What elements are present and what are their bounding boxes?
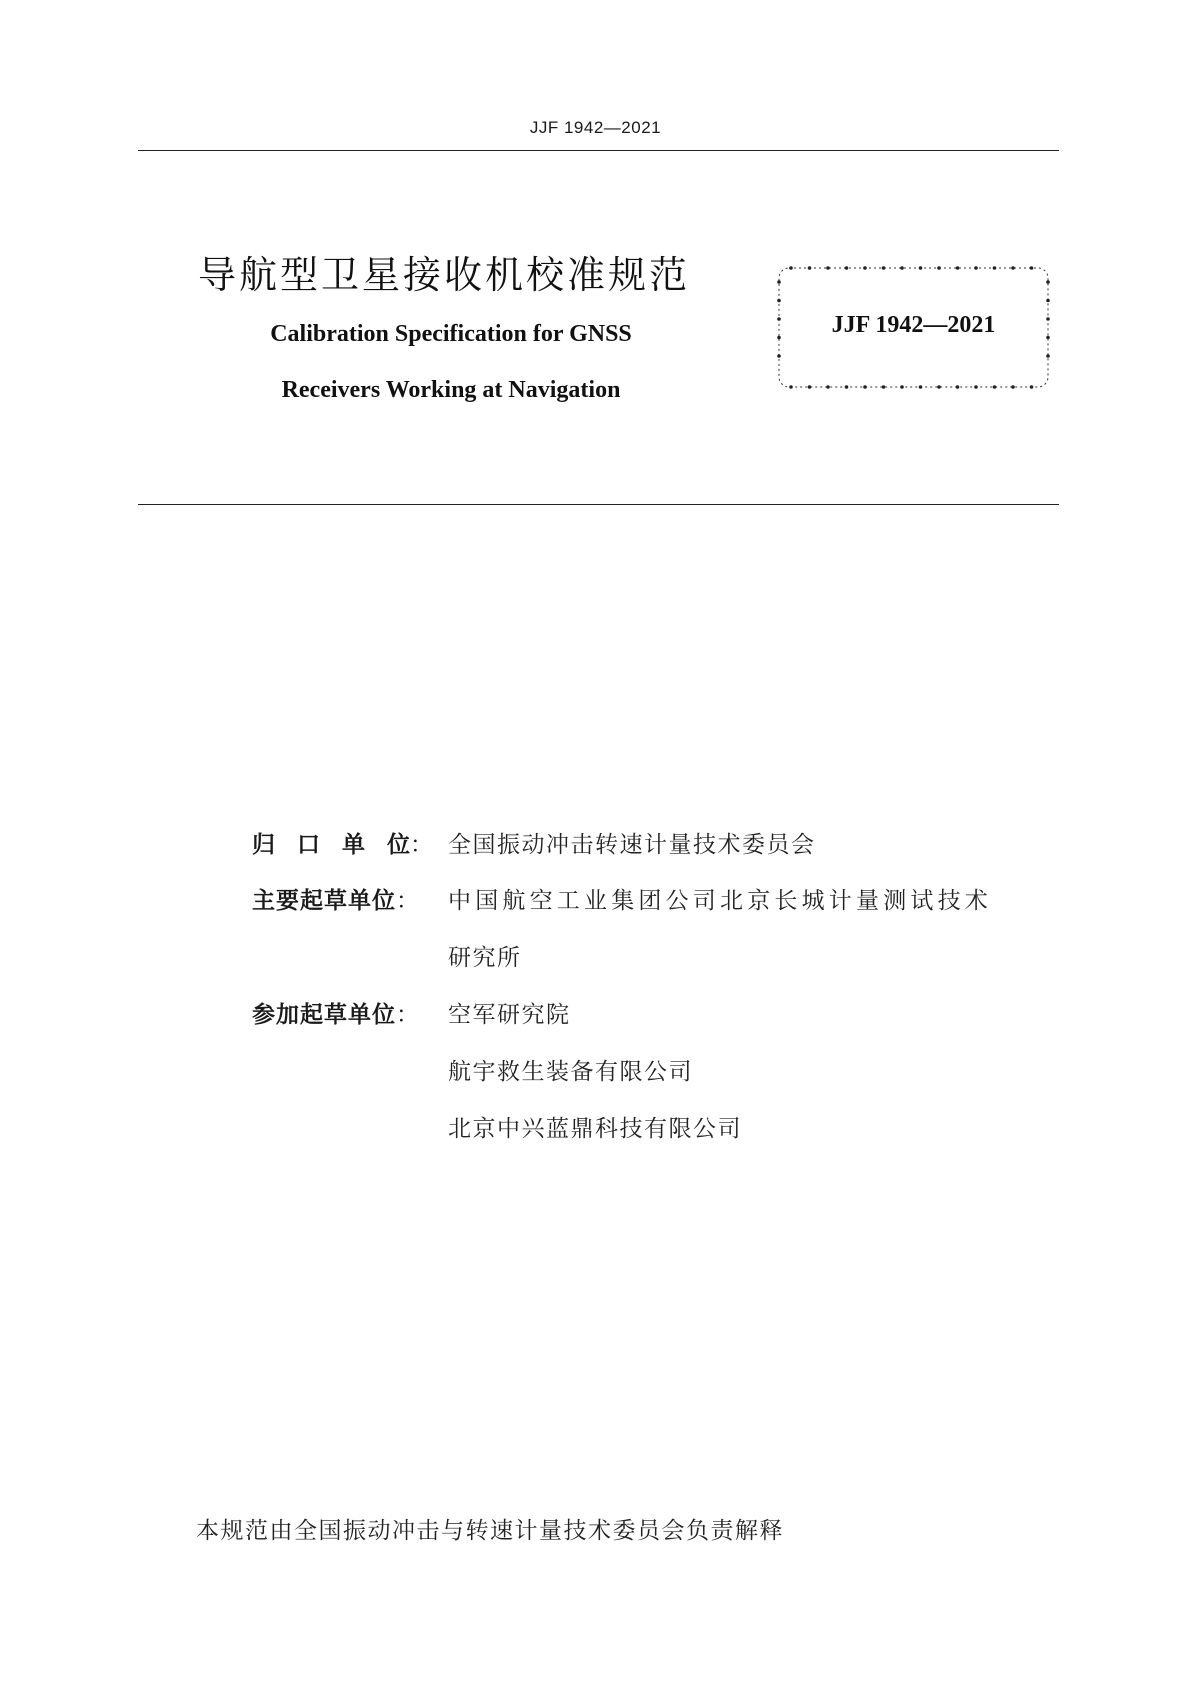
main-drafting-unit-value-line1: 中国航空工业集团公司北京长城计量测试技术 <box>448 888 992 914</box>
main-drafting-unit-value-line2: 研究所 <box>448 945 522 971</box>
responsible-unit-label: 归口单位： <box>252 832 434 858</box>
interpretation-note: 本规范由全国振动冲击与转速计量技术委员会负责解释 <box>196 1518 784 1544</box>
title-divider <box>138 504 1059 505</box>
header-document-code: JJF 1942—2021 <box>529 118 662 137</box>
participating-unit-value-3: 北京中兴蓝鼎科技有限公司 <box>448 1116 742 1142</box>
title-chinese: 导航型卫星接收机校准规范 <box>198 253 691 297</box>
document-code-frame <box>775 264 1052 391</box>
main-drafting-unit-label: 主要起草单位： <box>252 888 420 914</box>
title-english-line2: Receivers Working at Navigation <box>281 377 621 403</box>
title-english-line1: Calibration Specification for GNSS <box>270 321 632 347</box>
document-code: JJF 1942—2021 <box>831 312 996 338</box>
responsible-unit-value: 全国振动冲击转速计量技术委员会 <box>448 832 816 858</box>
header-divider <box>138 150 1059 151</box>
participating-unit-value-2: 航宇救生装备有限公司 <box>448 1059 693 1085</box>
participating-unit-label: 参加起草单位： <box>252 1002 420 1028</box>
participating-unit-value-1: 空军研究院 <box>448 1002 571 1028</box>
